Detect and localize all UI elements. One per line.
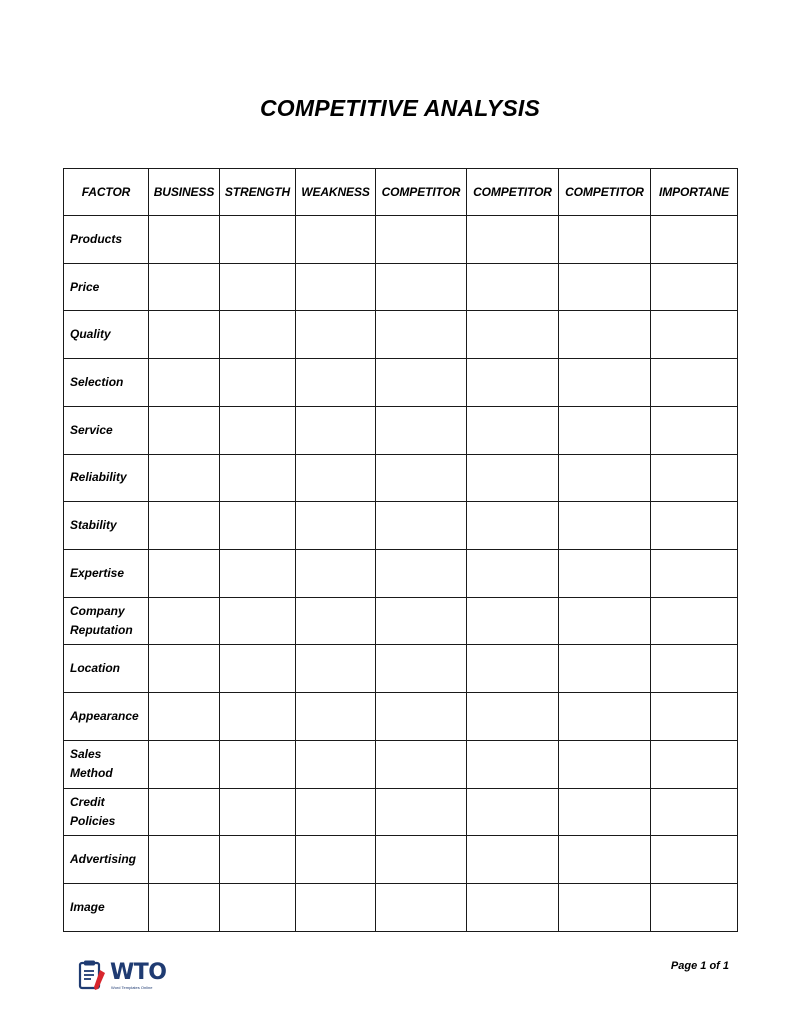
factor-label: Price <box>70 279 100 294</box>
empty-entry-cell[interactable] <box>559 645 651 693</box>
empty-entry-cell[interactable] <box>467 693 559 741</box>
empty-entry-cell[interactable] <box>651 502 738 550</box>
empty-entry-cell[interactable] <box>376 502 467 550</box>
table-row <box>64 502 738 550</box>
empty-entry-cell[interactable] <box>651 836 738 884</box>
empty-entry-cell[interactable] <box>467 884 559 932</box>
empty-entry-cell[interactable] <box>149 454 220 502</box>
factor-label: Selection <box>70 375 124 390</box>
empty-entry-cell[interactable] <box>559 263 651 311</box>
empty-entry-cell[interactable] <box>651 311 738 359</box>
factor-label: Service <box>70 422 113 437</box>
table-row <box>64 693 738 741</box>
empty-entry-cell[interactable] <box>220 502 296 550</box>
factor-label: Reputation <box>70 623 133 638</box>
factor-label: Credit <box>70 794 105 809</box>
empty-entry-cell[interactable] <box>467 740 559 788</box>
competitive-analysis-table <box>63 168 738 932</box>
empty-entry-cell[interactable] <box>559 693 651 741</box>
empty-entry-cell[interactable] <box>220 645 296 693</box>
factor-cell <box>64 693 149 741</box>
table-row <box>64 597 738 645</box>
col-header-factor: FACTOR <box>64 169 149 216</box>
empty-entry-cell[interactable] <box>149 740 220 788</box>
empty-entry-cell[interactable] <box>149 645 220 693</box>
empty-entry-cell[interactable] <box>376 216 467 264</box>
empty-entry-cell[interactable] <box>296 311 376 359</box>
empty-entry-cell[interactable] <box>296 884 376 932</box>
factor-cell <box>64 502 149 550</box>
table-row <box>64 263 738 311</box>
empty-entry-cell[interactable] <box>559 311 651 359</box>
empty-entry-cell[interactable] <box>559 597 651 645</box>
empty-entry-cell[interactable] <box>376 263 467 311</box>
col-header-competitor-1: COMPETITOR <box>376 169 467 216</box>
factor-cell <box>64 740 149 788</box>
empty-entry-cell[interactable] <box>296 263 376 311</box>
factor-cell <box>64 406 149 454</box>
empty-entry-cell[interactable] <box>376 645 467 693</box>
empty-entry-cell[interactable] <box>559 502 651 550</box>
empty-entry-cell[interactable] <box>376 311 467 359</box>
factor-cell <box>64 788 149 836</box>
col-header-business: BUSINESS <box>149 169 220 216</box>
empty-entry-cell[interactable] <box>220 263 296 311</box>
empty-entry-cell[interactable] <box>220 597 296 645</box>
empty-entry-cell[interactable] <box>467 597 559 645</box>
empty-entry-cell[interactable] <box>376 788 467 836</box>
empty-entry-cell[interactable] <box>220 788 296 836</box>
empty-entry-cell[interactable] <box>296 645 376 693</box>
empty-entry-cell[interactable] <box>651 884 738 932</box>
empty-entry-cell[interactable] <box>149 693 220 741</box>
empty-entry-cell[interactable] <box>296 359 376 407</box>
empty-entry-cell[interactable] <box>651 216 738 264</box>
factor-cell <box>64 359 149 407</box>
empty-entry-cell[interactable] <box>149 216 220 264</box>
table-row <box>64 550 738 598</box>
table-row <box>64 406 738 454</box>
factor-label: Location <box>70 661 120 676</box>
table-row <box>64 836 738 884</box>
empty-entry-cell[interactable] <box>296 502 376 550</box>
empty-entry-cell[interactable] <box>220 311 296 359</box>
empty-entry-cell[interactable] <box>220 216 296 264</box>
factor-label: Advertising <box>70 852 137 867</box>
empty-entry-cell[interactable] <box>149 406 220 454</box>
factor-label: Products <box>70 231 123 246</box>
empty-entry-cell[interactable] <box>149 359 220 407</box>
empty-entry-cell[interactable] <box>467 788 559 836</box>
empty-entry-cell[interactable] <box>651 359 738 407</box>
empty-entry-cell[interactable] <box>149 884 220 932</box>
empty-entry-cell[interactable] <box>376 359 467 407</box>
document-pen-icon <box>78 960 108 992</box>
wto-logo <box>78 960 178 992</box>
empty-entry-cell[interactable] <box>376 836 467 884</box>
factor-cell <box>64 836 149 884</box>
empty-entry-cell[interactable] <box>296 597 376 645</box>
empty-entry-cell[interactable] <box>651 740 738 788</box>
empty-entry-cell[interactable] <box>220 359 296 407</box>
col-header-importance: IMPORTANE <box>651 169 738 216</box>
col-header-competitor-2: COMPETITOR <box>467 169 559 216</box>
empty-entry-cell[interactable] <box>376 454 467 502</box>
table-row <box>64 645 738 693</box>
empty-entry-cell[interactable] <box>220 406 296 454</box>
empty-entry-cell[interactable] <box>467 454 559 502</box>
factor-label: Stability <box>70 518 117 533</box>
page-title: COMPETITIVE ANALYSIS <box>259 95 541 121</box>
factor-cell <box>64 263 149 311</box>
factor-label: Sales <box>70 747 102 762</box>
table-row <box>64 740 738 788</box>
empty-entry-cell[interactable] <box>149 502 220 550</box>
empty-entry-cell[interactable] <box>296 406 376 454</box>
col-header-weakness: WEAKNESS <box>296 169 376 216</box>
empty-entry-cell[interactable] <box>467 645 559 693</box>
empty-entry-cell[interactable] <box>376 740 467 788</box>
factor-label: Company <box>70 604 125 619</box>
empty-entry-cell[interactable] <box>559 884 651 932</box>
table-row <box>64 359 738 407</box>
factor-label: Appearance <box>70 709 139 724</box>
empty-entry-cell[interactable] <box>376 550 467 598</box>
empty-entry-cell[interactable] <box>220 550 296 598</box>
col-header-competitor-3: COMPETITOR <box>559 169 651 216</box>
empty-entry-cell[interactable] <box>149 836 220 884</box>
empty-entry-cell[interactable] <box>467 550 559 598</box>
empty-entry-cell[interactable] <box>376 693 467 741</box>
empty-entry-cell[interactable] <box>220 836 296 884</box>
logo-tagline: Word Templates Online <box>111 985 153 990</box>
factor-label: Image <box>70 900 105 915</box>
empty-entry-cell[interactable] <box>651 263 738 311</box>
table-header-row <box>64 169 738 216</box>
factor-label: Reliability <box>70 470 127 485</box>
empty-entry-cell[interactable] <box>467 263 559 311</box>
table-row <box>64 884 738 932</box>
empty-entry-cell[interactable] <box>559 454 651 502</box>
table-row <box>64 311 738 359</box>
empty-entry-cell[interactable] <box>296 454 376 502</box>
empty-entry-cell[interactable] <box>149 311 220 359</box>
empty-entry-cell[interactable] <box>296 216 376 264</box>
table-row <box>64 788 738 836</box>
factor-label: Expertise <box>70 565 125 580</box>
empty-entry-cell[interactable] <box>559 406 651 454</box>
empty-entry-cell[interactable] <box>220 740 296 788</box>
empty-entry-cell[interactable] <box>651 597 738 645</box>
factor-cell <box>64 311 149 359</box>
empty-entry-cell[interactable] <box>467 406 559 454</box>
empty-entry-cell[interactable] <box>376 597 467 645</box>
factor-cell <box>64 454 149 502</box>
empty-entry-cell[interactable] <box>651 406 738 454</box>
empty-entry-cell[interactable] <box>376 406 467 454</box>
empty-entry-cell[interactable] <box>149 597 220 645</box>
empty-entry-cell[interactable] <box>296 693 376 741</box>
empty-entry-cell[interactable] <box>296 788 376 836</box>
empty-entry-cell[interactable] <box>651 550 738 598</box>
table-row <box>64 216 738 264</box>
empty-entry-cell[interactable] <box>296 550 376 598</box>
factor-cell <box>64 884 149 932</box>
empty-entry-cell[interactable] <box>559 550 651 598</box>
empty-entry-cell[interactable] <box>376 884 467 932</box>
empty-entry-cell[interactable] <box>296 740 376 788</box>
empty-entry-cell[interactable] <box>149 550 220 598</box>
empty-entry-cell[interactable] <box>220 884 296 932</box>
empty-entry-cell[interactable] <box>467 359 559 407</box>
empty-entry-cell[interactable] <box>651 693 738 741</box>
factor-cell <box>64 550 149 598</box>
empty-entry-cell[interactable] <box>467 311 559 359</box>
empty-entry-cell[interactable] <box>467 836 559 884</box>
empty-entry-cell[interactable] <box>651 788 738 836</box>
empty-entry-cell[interactable] <box>467 216 559 264</box>
table-row <box>64 454 738 502</box>
empty-entry-cell[interactable] <box>559 216 651 264</box>
empty-entry-cell[interactable] <box>651 645 738 693</box>
empty-entry-cell[interactable] <box>220 454 296 502</box>
empty-entry-cell[interactable] <box>149 788 220 836</box>
page-number: Page 1 of 1 <box>670 960 729 972</box>
factor-label: Quality <box>70 327 111 342</box>
empty-entry-cell[interactable] <box>651 454 738 502</box>
factor-cell <box>64 216 149 264</box>
empty-entry-cell[interactable] <box>559 836 651 884</box>
factor-label: Policies <box>70 813 116 828</box>
empty-entry-cell[interactable] <box>559 788 651 836</box>
factor-cell <box>64 645 149 693</box>
logo-text: WTO <box>110 960 167 985</box>
empty-entry-cell[interactable] <box>296 836 376 884</box>
empty-entry-cell[interactable] <box>467 502 559 550</box>
empty-entry-cell[interactable] <box>559 740 651 788</box>
empty-entry-cell[interactable] <box>559 359 651 407</box>
col-header-strength: STRENGTH <box>220 169 296 216</box>
empty-entry-cell[interactable] <box>149 263 220 311</box>
empty-entry-cell[interactable] <box>220 693 296 741</box>
factor-cell <box>64 597 149 645</box>
factor-label: Method <box>70 766 113 781</box>
